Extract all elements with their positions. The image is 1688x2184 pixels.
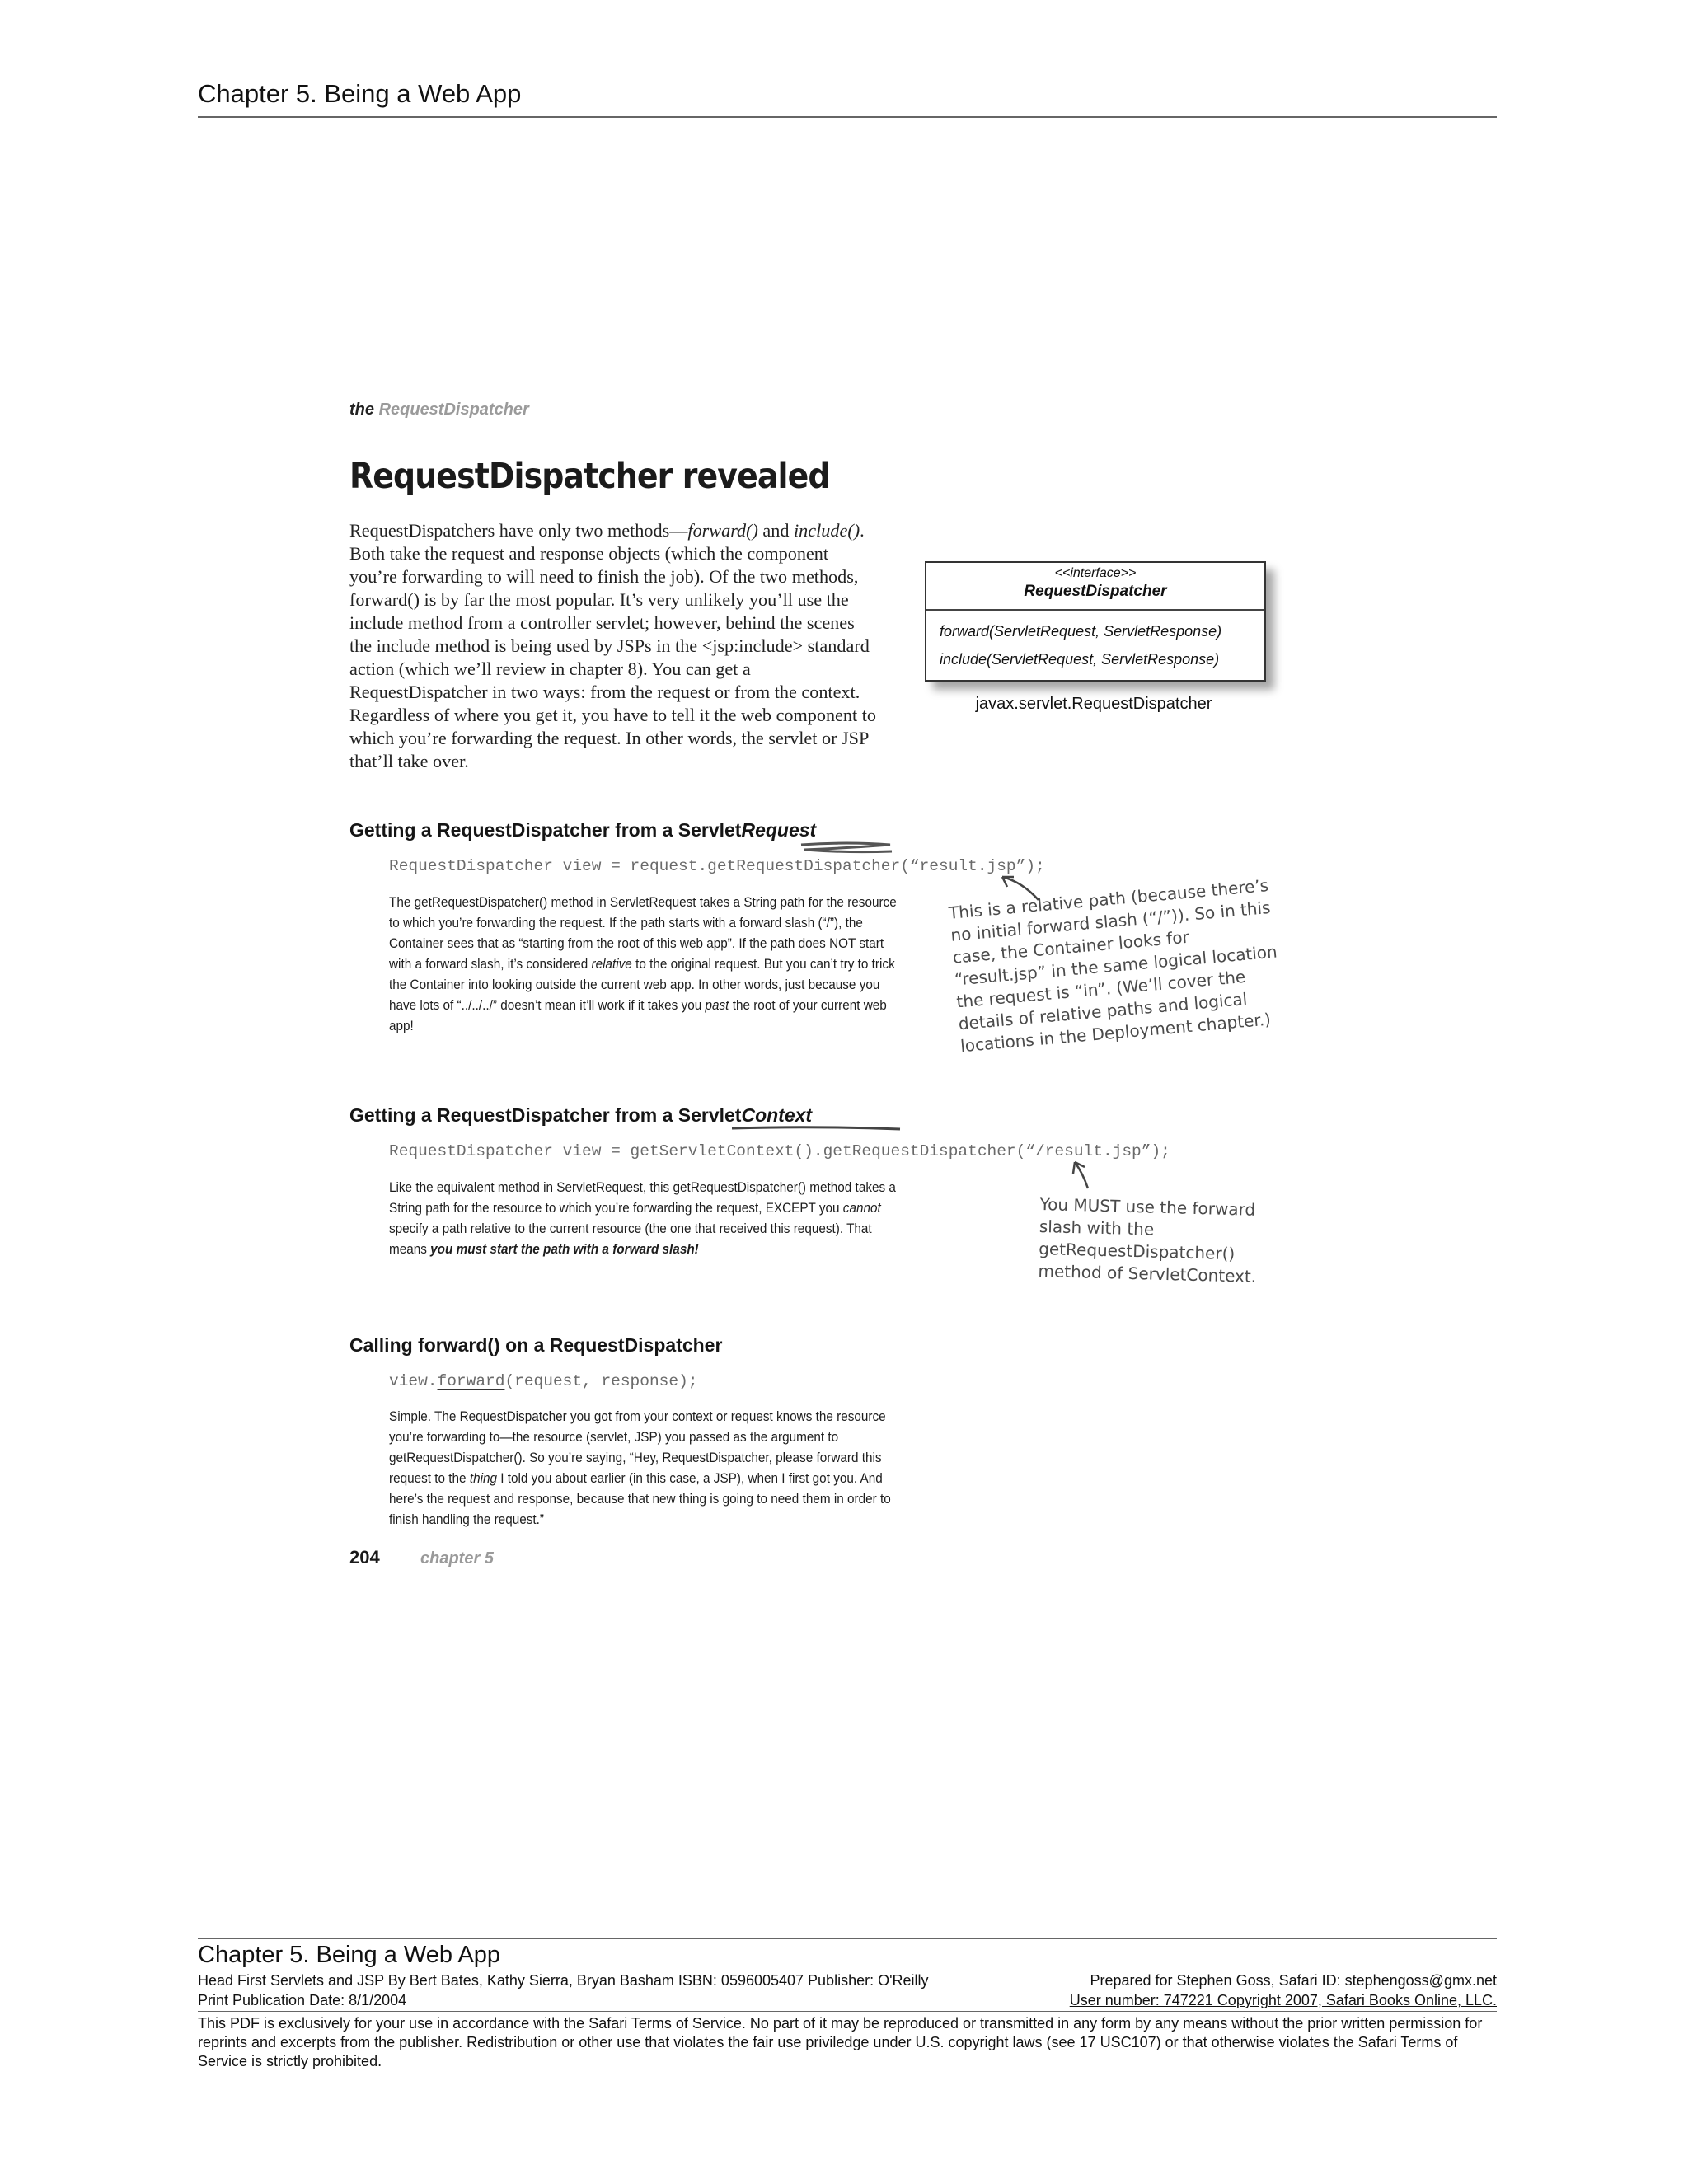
section2-heading-servlet: Servlet [678, 1104, 742, 1126]
section1-text-1: The getRequestDispatcher() method in ServletRequest takes a String path for the resource to which you’re forwarding the request. If the path starts with a forward slash (“/”), the Container sees that as “starting from the root of this web app”. If the path does NOT start with a forward slash, it’s considered [389, 894, 897, 972]
handwritten-note-forward-slash: You MUST use the forward slash with the getRequestDispatcher() method of ServletContext. [1038, 1193, 1257, 1286]
section2-text-cannot: cannot [842, 1200, 881, 1216]
uml-header [926, 563, 1264, 611]
intro-method-include: include() [794, 520, 860, 541]
code3-part-c: (request, response); [504, 1372, 698, 1390]
intro-method-forward: forward() [687, 520, 758, 541]
section2-body [389, 1177, 901, 1259]
page-number: 204 [349, 1547, 380, 1568]
footer-book-info: Head First Servlets and JSP By Bert Bates, Kathy Sierra, Bryan Basham ISBN: 0596005407 Publisher: O'Reilly [198, 1972, 929, 1989]
section-heading-servlet-request [349, 819, 816, 841]
intro-paragraph [349, 519, 877, 773]
uml-caption: javax.servlet.RequestDispatcher [975, 695, 1212, 713]
section1-text-3: to the original request. But you can’t try to trick the Container into looking outside the current web app. In other words, just because you have lots of “../../../” doesn’t mean it’ll work if it takes you [389, 956, 895, 1013]
section-heading-calling-forward: Calling forward() on a RequestDispatcher [349, 1334, 723, 1356]
footer-prepared-for: Prepared for Stephen Goss, Safari ID: stephengoss@gmx.net [1090, 1972, 1497, 1989]
section1-text-relative: relative [591, 956, 632, 972]
section1-text-5: the root of your current web app! [389, 997, 887, 1033]
section1-underline-scribble [798, 840, 897, 858]
page-title: RequestDispatcher revealed [349, 456, 830, 497]
section2-heading-text: Getting a RequestDispatcher from a [349, 1104, 678, 1126]
section1-heading-emphasis: Request [741, 819, 817, 841]
uml-class-name: RequestDispatcher [1024, 583, 1167, 600]
footer-divider [198, 1938, 1497, 1939]
footer-divider-2 [198, 2011, 1497, 2012]
handwritten-note-relative-path: This is a relative path (because there’s no initial forward slash (“/”)). So in this case, the Container looks for “result.jsp” in the same logical location the request is “in”. (We’ll cover the details of relative paths and logical locations in the Deployment chapter.) [948, 875, 1278, 1057]
note2-arrow-icon [1068, 1159, 1101, 1192]
intro-text-3: . Both take the request and response objects (which the component you’re forwarding to will need to finish the job). Of the two methods, forward() is by far the most popular. It’s very unlikely you’ll use the include method from a controller servlet; however, behind the scenes the include method is being used by JSPs in the <jsp:include> standard action (which we’ll review in chapter 8). You can get a RequestDispatcher in two ways: from the request or from the context. Regardless of where you get it, you have to tell it the web component to which you’re forwarding the request. In other words, the servlet or JSP that’ll take over. [349, 520, 876, 771]
section3-text-1: Simple. The RequestDispatcher you got from your context or request knows the resource you’re forwarding to—the resource (servlet, JSP) you passed as the argument to getRequestDispatcher(). So you’re saying, “Hey, RequestDispatcher, please forward this request to the [389, 1408, 886, 1486]
uml-interface-box [925, 561, 1266, 682]
code-view-forward [389, 1372, 697, 1390]
chapter-header: Chapter 5. Being a Web App [198, 79, 522, 108]
running-head [349, 401, 529, 419]
footer-user-number: User number: 747221 Copyright 2007, Safari Books Online, LLC. [1069, 1992, 1497, 2008]
section3-text-3: I told you about earlier (in this case, a JSP), when I first got you. And here’s the request and response, because that new thing is going to need them in order to finish handling the request.” [389, 1470, 891, 1527]
code3-part-a: view. [389, 1372, 438, 1390]
section1-body [389, 892, 901, 1036]
code-request-dispatcher-context: RequestDispatcher view = getServletContext().getRequestDispatcher(“/result.jsp”); [389, 1142, 1170, 1160]
code3-forward-underlined: forward [437, 1372, 505, 1390]
uml-stereotype: <<interface>> [1054, 566, 1137, 580]
section2-heading-emphasis: Context [741, 1104, 813, 1126]
running-head-lead: the [349, 401, 374, 419]
uml-method-include: include(ServletRequest, ServletResponse) [940, 651, 1220, 668]
section3-body [389, 1406, 901, 1530]
section-heading-servlet-context [349, 1104, 812, 1127]
section2-text-3: specify a path relative to the current resource (the one that received this request). That means [389, 1221, 872, 1257]
footer-chapter: Chapter 5. Being a Web App [198, 1942, 501, 1968]
section2-underline [730, 1124, 903, 1134]
section1-text-past: past [705, 997, 729, 1013]
section2-text-1: Like the equivalent method in ServletRequest, this getRequestDispatcher() method takes a String path for the resource to which you’re forwarding the request, EXCEPT you [389, 1179, 896, 1216]
page-chapter-label: chapter 5 [420, 1549, 494, 1568]
footer-legal-notice: This PDF is exclusively for your use in accordance with the Safari Terms of Service. No part of it may be reproduced or transmitted in any form by any means without the prior written permission for reprints and excerpts from the publisher. Redistribution or other use that violates the fair use priviledge under U.S. copyright laws (see 17 USC107) or that otherwise violates the Safari Terms of Service is strictly prohibited. [198, 2015, 1483, 2069]
header-divider [198, 116, 1497, 118]
section1-heading-text: Getting a RequestDispatcher from a Servlet [349, 819, 742, 841]
footer-publication-date: Print Publication Date: 8/1/2004 [198, 1992, 407, 2008]
uml-method-forward: forward(ServletRequest, ServletResponse) [940, 623, 1222, 640]
intro-text-1: RequestDispatchers have only two methods— [349, 520, 688, 541]
section2-text-must-start: you must start the path with a forward slash! [430, 1241, 699, 1257]
section3-text-thing: thing [469, 1470, 498, 1486]
code-request-dispatcher-request: RequestDispatcher view = request.getRequestDispatcher(“result.jsp”); [389, 857, 1045, 875]
intro-text-2: and [757, 520, 795, 541]
running-head-sub: RequestDispatcher [378, 401, 529, 419]
uml-methods [926, 611, 1264, 673]
